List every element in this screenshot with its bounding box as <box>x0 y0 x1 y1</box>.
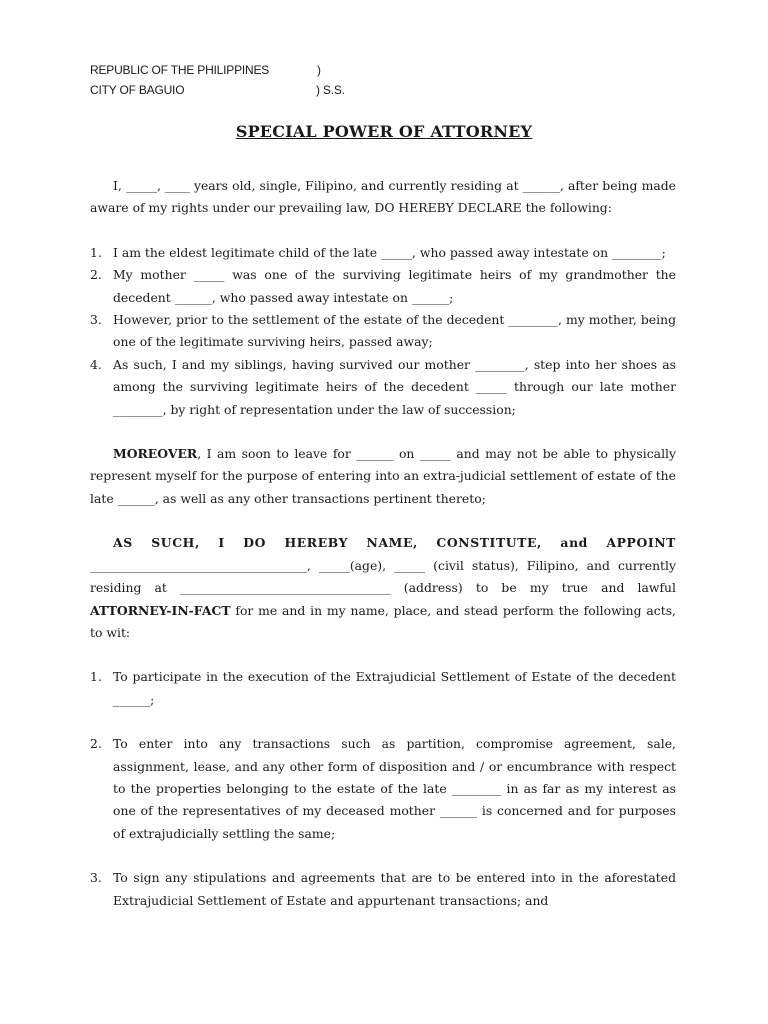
declaration-text: My mother _____ was one of the surviving legitimate heirs of my grandmother the decedent ______, who passed away intestate on ______; <box>113 267 676 305</box>
declaration-number: 1. <box>90 244 102 260</box>
intro-paragraph: I, _____, ____ years old, single, Filipino, and currently residing at ______, after being made aware of my rights under our prevailing law, DO HEREBY DECLARE the following: <box>90 178 676 216</box>
attorney-in-fact-label: ATTORNEY-IN-FACT <box>90 602 231 618</box>
act-text: To enter into any transactions such as partition, compromise agreement, sale, assignment, lease, and any other form of disposition and / or encumbrance with respect to the properties belonging to the estate of the late ________ in as far as my interest as one of the representatives of my deceased mother ______ is concerned and for purposes of extrajudicially settling the same; <box>113 736 676 841</box>
declaration-number: 4. <box>90 356 102 372</box>
moreover-paragraph <box>90 443 676 510</box>
venue-republic-paren: ) <box>317 63 321 77</box>
venue-city-paren: ) S.S. <box>316 83 345 97</box>
moreover-lead: MOREOVER <box>113 446 198 462</box>
appointment-paragraph <box>90 532 676 644</box>
declaration-text: However, prior to the settlement of the estate of the decedent ________, my mother, being one of the legitimate surviving heirs, passed away; <box>113 312 676 350</box>
declaration-number: 2. <box>90 267 102 283</box>
act-item <box>90 867 676 912</box>
act-number: 1. <box>90 669 102 685</box>
declaration-item <box>90 354 676 421</box>
moreover-text: , I am soon to leave for ______ on _____ and may not be able to physically represent myself for the purpose of entering into an extra-judicial settlement of estate of the late ______, as well as any other transactions pertinent thereto; <box>90 446 676 506</box>
venue-line-republic <box>90 60 321 80</box>
acts-list <box>90 666 676 912</box>
appointment-lead: AS SUCH, I DO HEREBY NAME, CONSTITUTE, and APPOINT <box>113 535 676 551</box>
act-text: To participate in the execution of the Extrajudicial Settlement of Estate of the decedent ______; <box>113 669 676 707</box>
act-number: 2. <box>90 736 102 752</box>
declarations-list <box>90 242 676 421</box>
declaration-item <box>90 242 676 264</box>
document-title: SPECIAL POWER OF ATTORNEY <box>235 122 533 141</box>
appointment-text-b: for me and in my name, place, and stead perform the following acts, to wit: <box>90 602 676 640</box>
document-body <box>90 175 676 912</box>
venue-block <box>90 60 345 100</box>
act-number: 3. <box>90 870 102 886</box>
declaration-text: As such, I and my siblings, having survived our mother ________, step into her shoes as among the surviving legitimate heirs of the decedent _____ through our late mother ________, by right of representation under the law of succession; <box>113 356 676 417</box>
declaration-number: 3. <box>90 312 102 328</box>
declaration-item <box>90 264 676 309</box>
act-text: To sign any stipulations and agreements that are to be entered into in the aforestated Extrajudicial Settlement of Estate and appurtenant transactions; and <box>113 870 676 908</box>
act-item <box>90 733 676 845</box>
venue-republic-text: REPUBLIC OF THE PHILIPPINES <box>90 63 270 77</box>
act-item <box>90 666 676 711</box>
venue-city-text: CITY OF BAGUIO <box>90 83 185 97</box>
declaration-text: I am the eldest legitimate child of the late _____, who passed away intestate on ________; <box>113 244 666 260</box>
appointment-text-a: ___________________________________, _____(age), _____ (civil status), Filipino, and currently residing at __________________________________ (address) to be my true and lawful <box>90 557 676 596</box>
declaration-item <box>90 309 676 354</box>
venue-line-city <box>90 80 345 100</box>
